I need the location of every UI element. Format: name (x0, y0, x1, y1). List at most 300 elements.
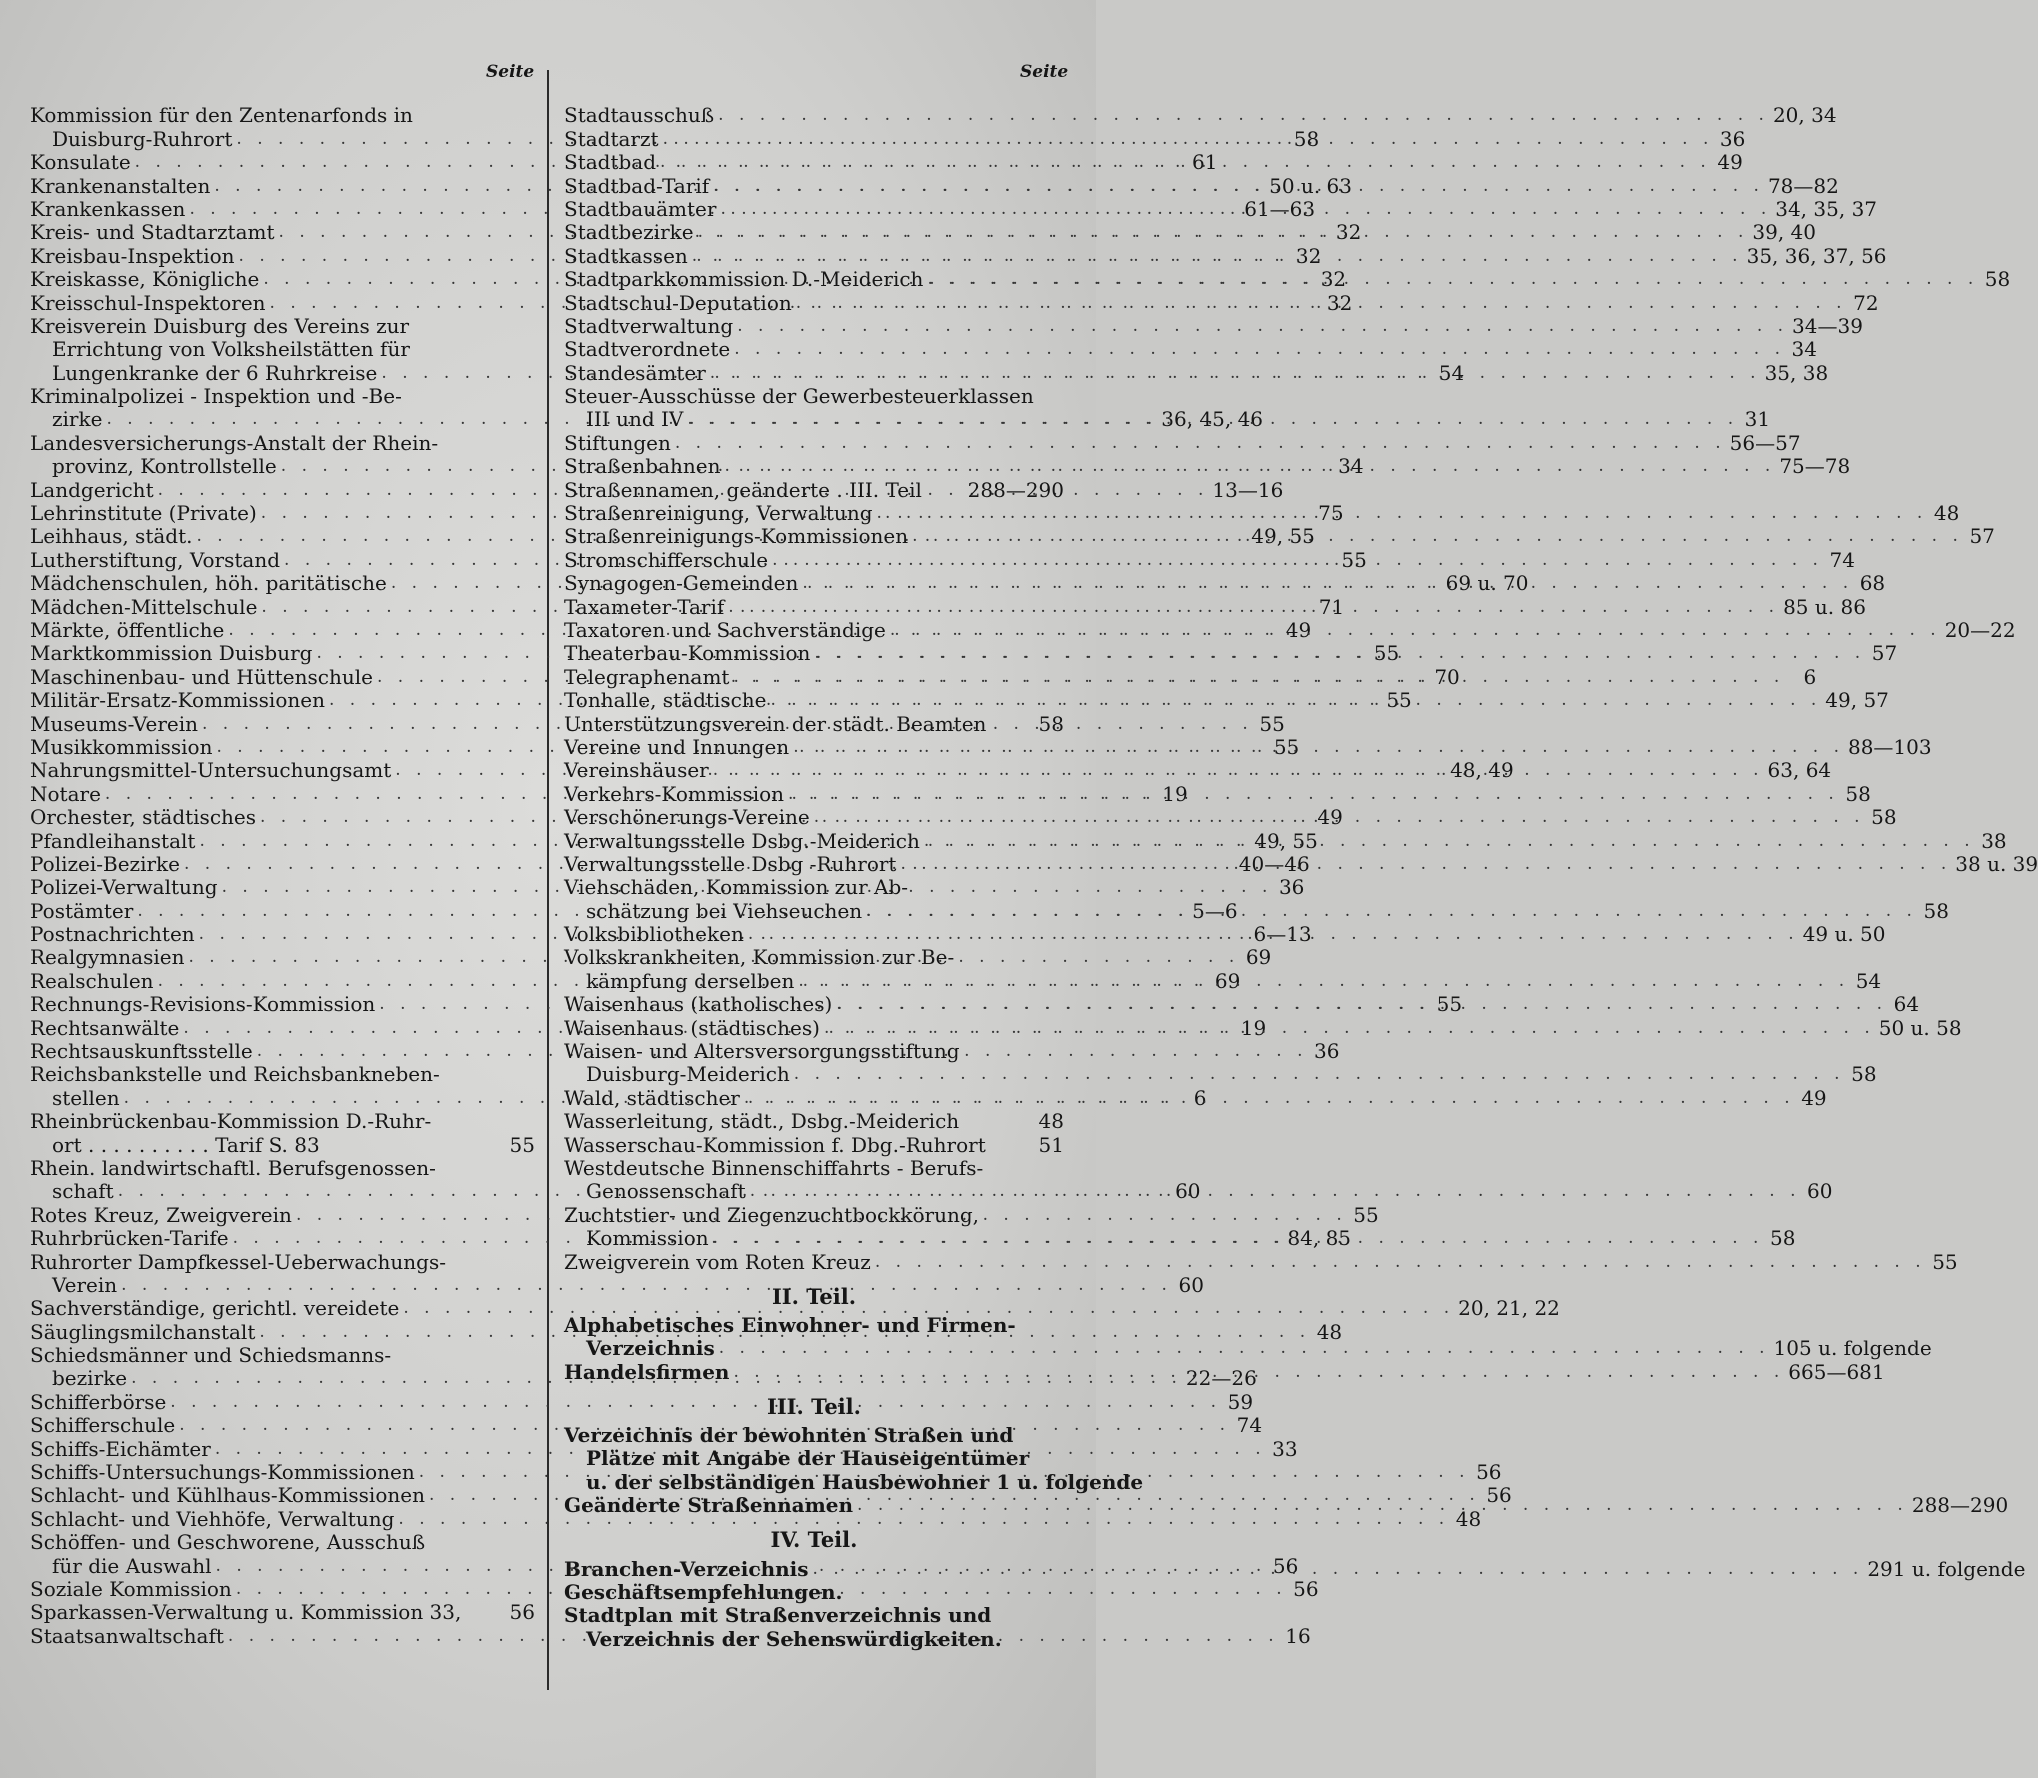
entry-label: Sachverständige, gerichtl. vereidete (30, 1296, 400, 1321)
dot-leader (714, 104, 1773, 127)
entry-page-ref: 68 (1859, 571, 1886, 596)
entry-label: Theaterbau-Kommission (564, 641, 811, 666)
entry-page-ref: 50 u. 58 (1878, 1015, 1962, 1040)
dot-leader (873, 502, 1932, 525)
entry-label: Verkehrs-Kommission (564, 781, 785, 806)
entry-label: Schifferschule (30, 1413, 176, 1438)
entry-page-ref: 71 (1318, 594, 1345, 619)
entry-page-ref: 32 (1320, 267, 1347, 292)
entry-label: Rechtsauskunftsstelle (30, 1039, 253, 1064)
index-entry (564, 478, 1064, 501)
entry-page-ref: 58 (1845, 781, 1871, 806)
dot-leader (820, 1017, 1879, 1040)
entry-page-ref: 38 (1981, 828, 2007, 853)
entry-label: Schifferbörse (30, 1389, 167, 1414)
entry-page-ref: 75 (1318, 501, 1344, 526)
entry-page-ref: 6 (1193, 1085, 1207, 1110)
entry-label: Vereinshäuser (564, 758, 709, 783)
index-entry (564, 1157, 1064, 1180)
entry-label: Wasserschau-Kommission f. Dbg.-Ruhrort (564, 1132, 986, 1157)
entry-label: Stadtplan mit Straßenverzeichnis und (564, 1603, 992, 1628)
entry-page-ref: 19 (1240, 1015, 1267, 1040)
dot-leader (724, 596, 1783, 619)
entry-label: Waisenhaus (katholisches) (564, 992, 833, 1017)
entry-label: Straßenreinigungs-Kommissionen (564, 524, 909, 549)
dot-leader (767, 689, 1826, 712)
entry-label: Straßennamen, geänderte . III. Teil (564, 477, 922, 502)
index-entry (564, 1062, 1877, 1087)
entry-page-ref: 54 (1855, 968, 1882, 993)
index-entry (564, 1447, 1064, 1470)
entry-label: Postnachrichten (30, 922, 195, 947)
entry-label: Stadtbad-Tarif (564, 173, 710, 198)
index-entry (564, 1604, 1064, 1627)
entry-page-ref: 34, 35, 37 (1775, 196, 1878, 221)
entry-label: Viehschäden, Kommission zur Ab- (564, 875, 909, 900)
entry-label: Stadtbezirke (564, 220, 694, 245)
entry-label: Museums-Verein (30, 711, 198, 736)
entry-page-ref: 48 (1038, 1109, 1064, 1134)
entry-page-ref: 49, 55 (1254, 828, 1318, 853)
dot-leader (810, 806, 1869, 829)
dot-leader (694, 221, 1753, 244)
dot-leader (832, 993, 1891, 1016)
entry-page-ref: 55 (1353, 1202, 1379, 1227)
entry-page-ref: 34—39 (1792, 313, 1863, 338)
entry-label: Plätze mit Angabe der Hauseigentümer (586, 1446, 1030, 1471)
entry-label: kämpfung derselben (586, 968, 795, 993)
entry-page-ref: 55 (1932, 1249, 1958, 1274)
entry-page-ref: 56 (1476, 1460, 1502, 1485)
entry-label: Stadtarzt (564, 126, 659, 151)
dot-leader (716, 198, 1775, 221)
entry-page-ref: 20, 34 (1772, 103, 1837, 128)
entry-label: Straßenbahnen (564, 454, 721, 479)
entry-page-ref: 69 u. 70 (1445, 571, 1529, 596)
entry-label: Ruhrbrücken-Tarife (30, 1226, 229, 1251)
entry-page-ref: 36 (1314, 1039, 1340, 1064)
entry-label: Straßenreinigung, Verwaltung (564, 501, 873, 526)
entry-page-ref: 34 (1791, 337, 1817, 362)
entry-page-ref: 75—78 (1779, 454, 1851, 479)
entry-page-ref: 6—13 (1253, 922, 1312, 947)
dot-leader (809, 1558, 1868, 1581)
entry-page-ref: 58 (1984, 267, 2011, 292)
entry-page-ref: 50 u. 63 (1269, 173, 1352, 198)
entry-label: Soziale Kommission (30, 1577, 232, 1601)
entry-label: Lungenkranke der 6 Ruhrkreise (52, 360, 378, 385)
entry-label: Kommission (586, 1226, 709, 1251)
entry-label: Maschinenbau- und Hüttenschule (30, 664, 373, 689)
entry-label: schaft (52, 1179, 114, 1204)
index-entry (564, 1314, 1064, 1337)
index-entry (564, 946, 1064, 969)
entry-page-ref: 49 (1801, 1085, 1827, 1110)
entry-page-ref: 31 (1744, 407, 1771, 432)
entry-label: Mädchen-Mittelschule (30, 594, 258, 619)
entry-label: Reichsbankstelle und Reichsbankneben- (30, 1062, 440, 1087)
entry-label: Rhein. landwirtschaftl. Berufsgenossen- (30, 1155, 436, 1180)
entry-label: Errichtung von Volksheilstätten für (52, 337, 410, 362)
entry-label: Branchen-Verzeichnis (564, 1556, 809, 1581)
dot-leader (709, 1227, 1768, 1250)
entry-label: Stiftungen (564, 430, 671, 455)
entry-label: Stadtparkkommission D.-Meiderich (564, 267, 924, 292)
entry-page-ref: 58 (1293, 126, 1320, 151)
index-entry (30, 315, 535, 338)
entry-page-ref: 55 (1373, 641, 1400, 666)
index-entry (30, 338, 535, 361)
dot-leader (706, 362, 1765, 385)
entry-label: Säuglingsmilchanstalt (30, 1319, 256, 1344)
entry-label: Stadtverordnete (564, 337, 731, 362)
entry-page-ref: 32 (1326, 290, 1353, 315)
entry-label: Handelsfirmen (564, 1359, 730, 1384)
page-column-header-left: Seite (486, 62, 535, 82)
index-entry (564, 1085, 1827, 1110)
entry-page-ref: 291 u. folgende (1867, 1556, 2026, 1581)
entry-page-ref: 49, 57 (1825, 688, 1889, 713)
entry-label: Wald, städtischer (564, 1085, 740, 1110)
entry-label: Pfandleihanstalt (30, 828, 196, 853)
dot-leader (862, 900, 1921, 923)
entry-page-ref: 56—57 (1729, 430, 1801, 455)
entry-label: Mädchenschulen, höh. paritätische (30, 571, 387, 596)
entry-label: Waisen- und Altersversorgungsstiftung (564, 1039, 960, 1064)
entry-page-ref: 55 (509, 1132, 535, 1157)
entry-page-ref: 49 (1285, 617, 1312, 642)
entry-label: Realschulen (30, 968, 154, 993)
entry-label: Polizei-Bezirke (30, 851, 180, 876)
entry-page-ref: 55 (1273, 734, 1300, 759)
entry-label: Kreisverein Duisburg des Vereins zur (30, 313, 410, 338)
entry-page-ref: 13—16 (1212, 477, 1284, 502)
dot-leader (768, 549, 1827, 572)
entry-page-ref: 32 (1295, 243, 1322, 268)
index-entry (30, 104, 535, 127)
entry-page-ref: 61 (1192, 150, 1218, 175)
index-entry (30, 1133, 535, 1156)
entry-page-ref: 57 (1969, 524, 1995, 549)
index-entry (564, 1040, 1064, 1063)
dot-leader (683, 408, 1742, 431)
index-entry (564, 1179, 1833, 1204)
entry-label: Zuchtstier- und Ziegenzuchtbockkörung, (564, 1202, 980, 1227)
dot-leader (810, 642, 1869, 665)
entry-page-ref: 20, 21, 22 (1458, 1296, 1560, 1321)
entry-page-ref: 35, 36, 37, 56 (1746, 243, 1887, 268)
entry-page-ref: 34 (1338, 454, 1364, 479)
entry-page-ref: 36 (1278, 875, 1305, 900)
entry-label: Zweigverein vom Roten Kreuz (564, 1249, 871, 1274)
index-entry (564, 1336, 1932, 1361)
entry-label: Stadtbauämter (564, 196, 717, 221)
entry-label: Telegraphenamt (564, 664, 730, 689)
entry-page-ref: 51 (1038, 1132, 1064, 1157)
entry-label: Synagogen-Gemeinden (564, 571, 799, 596)
entry-label: Lutherstiftung, Vorstand (30, 547, 281, 572)
entry-label: Stadtverwaltung (564, 313, 734, 338)
entry-label: Volksbibliotheken (564, 922, 744, 947)
entry-label: Rechtsanwälte (30, 1015, 180, 1040)
entry-label: Tonhalle, städtische (564, 688, 767, 713)
entry-label: Kommission für den Zentenarfonds in (30, 103, 413, 128)
entry-page-ref: 105 u. folgende (1773, 1336, 1932, 1361)
entry-label: Schlacht- und Viehhöfe, Verwaltung (30, 1506, 395, 1531)
entry-label: Verwaltungsstelle Dsbg.-Meiderich (564, 828, 920, 853)
index-entry (30, 1601, 535, 1624)
entry-label: Marktkommission Duisburg (30, 641, 313, 666)
entry-label: Ruhrorter Dampfkessel-Ueberwachungs- (30, 1249, 446, 1274)
entry-page-ref: 38 u. 39 (1955, 851, 2038, 876)
entry-label: Kreis- und Stadtarztamt (30, 220, 275, 245)
entry-page-ref: 39, 40 (1752, 220, 1817, 245)
dot-leader (923, 268, 1982, 291)
entry-label: Verzeichnis der Sehenswürdigkeiten. (586, 1626, 1002, 1651)
entry-page-ref: 16 (1285, 1623, 1311, 1648)
entry-page-ref: 22—26 (1185, 1366, 1257, 1391)
entry-label: Taxatoren und Sachverständige (564, 617, 886, 642)
entry-page-ref: 63, 64 (1767, 758, 1832, 783)
entry-page-ref: 55 (1341, 547, 1367, 572)
entry-label: ort . . . . . . . . . . Tarif S. 83 (52, 1132, 320, 1157)
index-entry (30, 431, 535, 454)
entry-label: bezirke (52, 1366, 128, 1391)
entry-page-ref: 61—63 (1244, 196, 1316, 221)
part-title: II. Teil. (771, 1283, 857, 1309)
entry-label: Alphabetisches Einwohner- und Firmen- (564, 1312, 1016, 1337)
dot-leader (908, 525, 1967, 548)
index-entry (564, 1249, 1958, 1274)
page-column-header-right: Seite (1020, 62, 1069, 82)
entry-page-ref: 288—290 (967, 477, 1064, 502)
entry-label: Volkskrankheiten, Kommission zur Be- (564, 945, 955, 970)
entry-label: Verzeichnis der bewohnten Straßen und (564, 1423, 1014, 1448)
entry-label: Standesämter (564, 360, 706, 385)
entry-label: Schlacht- und Kühlhaus-Kommissionen (30, 1483, 425, 1508)
entry-label: III und IV (586, 407, 684, 432)
entry-label: Postämter (30, 898, 134, 923)
entry-page-ref: 69 (1214, 968, 1241, 993)
dot-leader (886, 619, 1945, 642)
dot-leader (744, 923, 1803, 946)
entry-label: Schiffs-Untersuchungs-Kommissionen (30, 1460, 415, 1485)
entry-label: Rechnungs-Revisions-Kommission (30, 992, 376, 1017)
dot-leader (715, 1337, 1774, 1360)
entry-page-ref: 56 (1486, 1483, 1512, 1508)
dot-leader (920, 830, 1979, 853)
entry-page-ref: 60 (1807, 1179, 1833, 1204)
entry-label: Musikkommission (30, 734, 213, 759)
entry-label: zirke (52, 407, 103, 432)
entry-label: Realgymnasien (30, 945, 185, 970)
index-entry (564, 1469, 1144, 1494)
entry-label: Stadtbad (564, 150, 657, 175)
dot-leader (733, 315, 1792, 338)
entry-label: Waisenhaus (städtisches) (564, 1015, 820, 1040)
dot-leader (729, 1361, 1788, 1384)
entry-page-ref: 33 (1272, 1436, 1298, 1461)
entry-page-ref: 20—22 (1944, 617, 2016, 642)
entry-label: Vereine und Innungen (564, 734, 790, 759)
index-entry (30, 1157, 535, 1180)
dot-leader (784, 783, 1843, 806)
entry-label: Duisburg-Meiderich (586, 1062, 790, 1087)
entry-page-ref: 19 (1162, 781, 1188, 806)
entry-page-ref: 84, 85 (1287, 1226, 1352, 1251)
entry-label: Märkte, öffentliche (30, 617, 225, 642)
dot-leader (746, 1180, 1805, 1203)
entry-label: Krankenanstalten (30, 173, 211, 198)
entry-page-ref: 70 (1434, 664, 1460, 689)
index-entry (564, 1203, 1064, 1226)
entry-page-ref: 49 u. 50 (1802, 922, 1886, 947)
entry-label: Wasserleitung, städt., Dsbg.-Meiderich (564, 1109, 960, 1134)
entry-page-ref: 49, 55 (1251, 524, 1315, 549)
entry-page-ref: 40—46 (1238, 851, 1310, 876)
index-entry (564, 313, 1863, 338)
entry-label: Notare (30, 781, 101, 806)
dot-leader (709, 759, 1768, 782)
part-title: IV. Teil. (770, 1527, 858, 1553)
entry-label: Duisburg-Ruhrort (52, 126, 233, 151)
entry-label: Nahrungsmittel-Untersuchungsamt (30, 758, 392, 783)
entry-page-ref: 48 (1455, 1506, 1482, 1531)
entry-page-ref: 6 (1803, 664, 1817, 689)
entry-label: Rotes Kreuz, Zweigverein (30, 1202, 292, 1227)
entry-page-ref: 56 (1272, 1553, 1299, 1578)
entry-label: Kreisschul-Inspektoren (30, 290, 266, 315)
entry-page-ref: 36, 45, 46 (1161, 407, 1264, 432)
entry-page-ref: 58 (1851, 1062, 1877, 1087)
entry-page-ref: 49 (1717, 150, 1743, 175)
entry-page-ref: 56 (509, 1600, 535, 1625)
dot-leader (709, 175, 1768, 198)
dot-leader (659, 128, 1718, 151)
entry-page-ref: 72 (1853, 290, 1879, 315)
entry-label: Steuer-Ausschüsse der Gewerbesteuerklassen (564, 384, 1034, 409)
dot-leader (871, 1251, 1930, 1274)
dot-leader (656, 151, 1715, 174)
entry-label: Westdeutsche Binnenschiffahrts - Berufs- (564, 1155, 984, 1180)
entry-label: Stadtkassen (564, 243, 688, 268)
entry-label: Landesversicherungs-Anstalt der Rhein- (30, 430, 439, 455)
index-entry (564, 385, 1064, 408)
entry-page-ref: 58 (1769, 1226, 1796, 1251)
entry-page-ref: 55 (1436, 992, 1463, 1017)
index-entry (564, 1133, 1064, 1156)
entry-label: Stromschifferschule (564, 547, 769, 572)
entry-label: provinz, Kontrollstelle (52, 454, 277, 479)
index-entry (30, 1506, 1482, 1531)
entry-page-ref: 60 (1175, 1179, 1201, 1204)
dot-leader (798, 572, 1857, 595)
dot-leader (789, 736, 1848, 759)
entry-label: Taxameter-Tarif (564, 594, 725, 619)
entry-page-ref: 60 (1178, 1272, 1204, 1297)
entry-label: Verein (52, 1272, 118, 1297)
entry-label: stellen (52, 1085, 120, 1110)
index-entry (30, 1063, 535, 1086)
dot-leader (794, 970, 1853, 993)
dot-leader (740, 1087, 1799, 1110)
dot-leader (790, 1063, 1849, 1086)
entry-label: Polizei-Verwaltung (30, 875, 218, 900)
entry-label: Konsulate (30, 150, 131, 175)
entry-label: Kreisbau-Inspektion (30, 243, 235, 268)
entry-page-ref: 55 (1259, 711, 1285, 736)
entry-page-ref: 54 (1438, 360, 1465, 385)
entry-label: Rheinbrückenbau-Kommission D.-Ruhr- (30, 1109, 432, 1134)
entry-label: Militär-Ersatz-Kommissionen (30, 688, 325, 713)
entry-label: Geänderte Straßennamen (564, 1493, 854, 1518)
entry-page-ref: 48, 49 (1450, 758, 1514, 783)
entry-label: Geschäftsempfehlungen. (564, 1580, 843, 1605)
index-entry (564, 876, 1064, 899)
dot-leader (853, 1494, 1912, 1517)
index-entry (564, 1424, 1064, 1447)
entry-page-ref: 74 (1236, 1413, 1263, 1438)
entry-label: Orchester, städtisches (30, 805, 256, 830)
entry-label: Schiedsmänner und Schiedsmanns- (30, 1343, 392, 1368)
part-title: III. Teil. (767, 1393, 861, 1419)
entry-page-ref: 48 (1316, 1319, 1343, 1344)
entry-page-ref: 55 (1386, 688, 1412, 713)
entry-label: Lehrinstitute (Private) (30, 501, 257, 526)
index-entry (564, 1110, 1064, 1133)
entry-label: Leihhaus, städt. (30, 524, 193, 549)
entry-label: Stadtausschuß (564, 103, 715, 128)
dot-leader (896, 853, 1955, 876)
entry-label: Sparkassen-Verwaltung u. Kommission 33, (30, 1600, 462, 1625)
index-entry (30, 385, 535, 408)
entry-label: Kreiskasse, Königliche (30, 267, 260, 292)
entry-label: Schöffen- und Geschworene, Ausschuß (30, 1530, 426, 1555)
entry-label: Verwaltungsstelle Dsbg -Ruhrort (564, 851, 897, 876)
entry-page-ref: 5—6 (1192, 898, 1238, 923)
entry-label: Staatsanwaltschaft (30, 1623, 224, 1648)
entry-page-ref: 64 (1893, 992, 1920, 1017)
entry-label: Verschönerungs-Vereine (564, 805, 810, 830)
entry-page-ref: 57 (1871, 641, 1898, 666)
dot-leader (721, 455, 1780, 478)
index-entry (564, 103, 1837, 128)
entry-page-ref: 49 (1317, 805, 1343, 830)
entry-label: Unterstützungsverein der städt. Beamten (564, 711, 987, 736)
entry-label: für die Auswahl (52, 1553, 212, 1578)
entry-label: Kriminalpolizei - Inspektion und -Be- (30, 384, 402, 409)
entry-page-ref: 32 (1335, 220, 1362, 245)
entry-page-ref: 59 (1227, 1389, 1254, 1414)
index-entry (30, 1250, 535, 1273)
entry-page-ref: 35, 38 (1764, 360, 1829, 385)
entry-page-ref: 58 (1923, 898, 1949, 923)
index-entry (564, 337, 1817, 362)
entry-page-ref: 665—681 (1788, 1359, 1885, 1384)
dot-leader (688, 245, 1747, 268)
entry-page-ref: 36 (1719, 126, 1746, 151)
index-entry (30, 1531, 535, 1554)
entry-label: Landgericht (30, 477, 154, 502)
entry-page-ref: 48 (1933, 501, 1960, 526)
entry-label: Genossenschaft (586, 1179, 746, 1204)
entry-label: Stadtschul-Deputation (564, 290, 792, 315)
dot-leader (792, 292, 1851, 315)
entry-label: Verzeichnis (586, 1336, 715, 1361)
entry-page-ref: 74 (1829, 547, 1855, 572)
index-entry (564, 1627, 1064, 1650)
dot-leader (730, 338, 1789, 361)
